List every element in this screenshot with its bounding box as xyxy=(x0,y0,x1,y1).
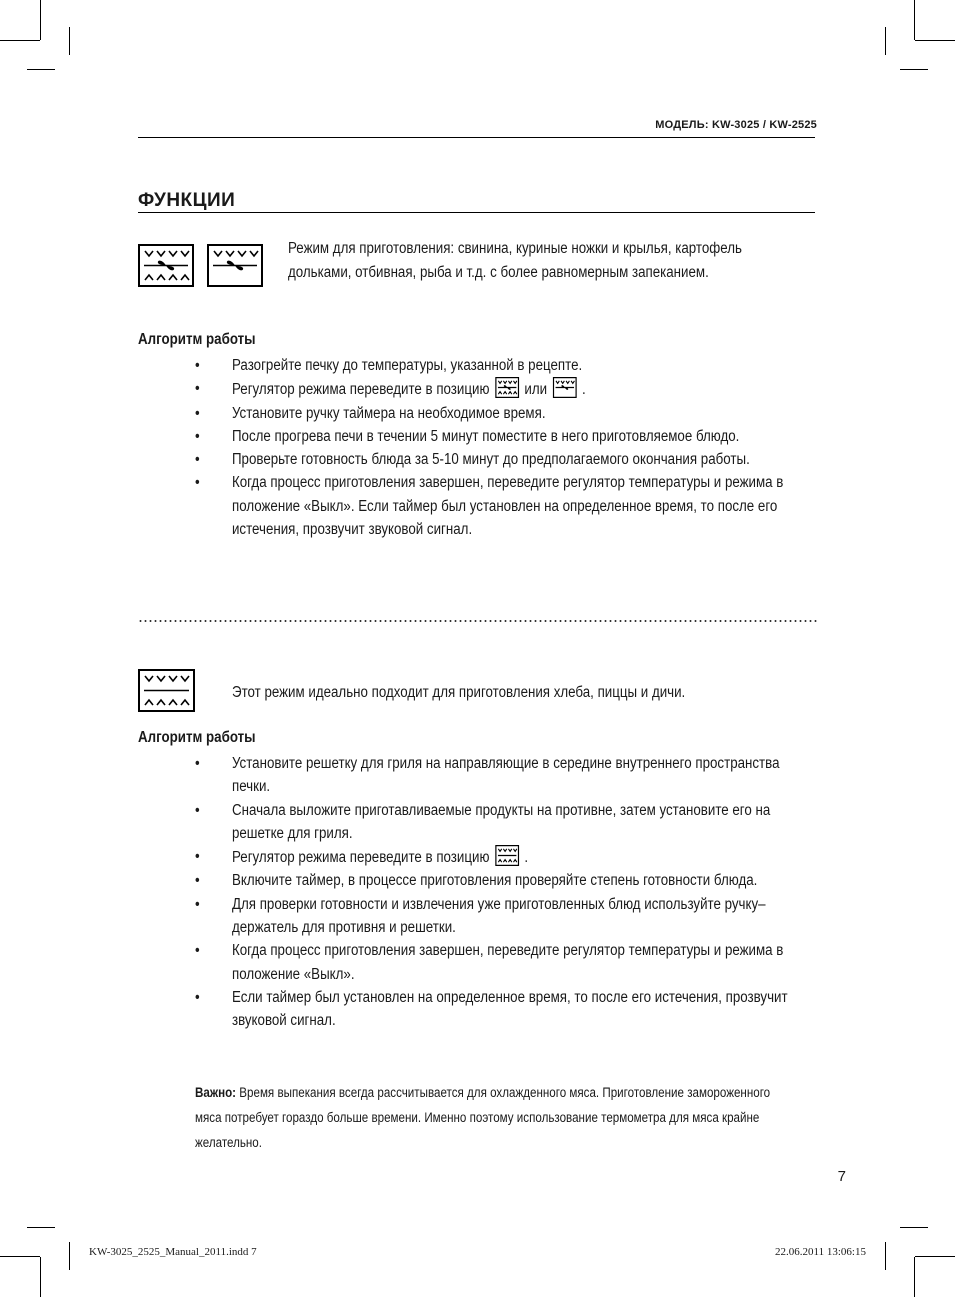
list-item: • Регулятор режима переведите в позицию . xyxy=(195,845,788,869)
list-item: • Если таймер был установлен на определенное время, то после его истечения, прозвучит звуковой сигнал. xyxy=(195,988,788,1030)
section-rule xyxy=(138,212,815,213)
mode1-algo-title: Алгоритм работы xyxy=(138,331,256,348)
header-rule xyxy=(138,137,815,138)
list-item: • Регулятор режима переведите в позицию или . xyxy=(195,377,788,401)
mode2-steps xyxy=(195,752,788,1033)
convection-top-icon xyxy=(553,377,577,398)
footer-file-name: KW-3025_2525_Manual_2011.indd 7 xyxy=(89,1246,257,1258)
important-note xyxy=(195,1080,797,1155)
list-item: • Установите решетку для гриля на направляющие в середине внутреннего пространства печки. xyxy=(195,755,780,796)
page-number: 7 xyxy=(837,1168,846,1185)
mode1-description: Режим для приготовления: свинина, куриные ножки и крылья, картофель дольками, отбивная, рыба и т.д. с более равномерным запеканием. xyxy=(288,240,742,281)
list-item: • Включите таймер, в процессе приготовления проверяйте степень готовности блюда. xyxy=(195,872,758,890)
note-label: Важно: xyxy=(195,1085,237,1100)
top-bottom-heat-icon xyxy=(138,669,195,712)
list-item: • Когда процесс приготовления завершен, переведите регулятор температуры и режима в положение «Выкл». xyxy=(195,942,784,983)
list-item: • Сначала выложите приготавливаемые продукты на противне, затем установите его на решетке для гриля. xyxy=(195,801,771,842)
footer-timestamp: 22.06.2011 13:06:15 xyxy=(775,1246,866,1258)
mode2-algo-title: Алгоритм работы xyxy=(138,729,256,746)
list-item: • Для проверки готовности и извлечения уже приготовленных блюд используйте ручку–держатель для противня и решетки. xyxy=(195,895,766,937)
list-item: • После прогрева печи в течении 5 минут поместите в него приготовляемое блюдо. xyxy=(195,427,740,445)
convection-top-bottom-icon xyxy=(495,377,519,398)
model-header: МОДЕЛЬ: KW-3025 / KW-2525 xyxy=(655,119,817,131)
note-text: Время выпекания всегда рассчитывается для охлажденного мяса. Приготовление замороженного мяса потребует гораздо больше времени. Именно поэтому использование термометра для мяса крайне желательно. xyxy=(195,1085,771,1150)
dotted-separator xyxy=(138,620,818,622)
section-title: ФУНКЦИИ xyxy=(138,190,236,211)
list-item: • Когда процесс приготовления завершен, переведите регулятор температуры и режима в положение «Выкл». Если таймер был установлен на определенное время, то после его истечения, прозвучит звуковой сигнал. xyxy=(195,474,784,539)
mode1-steps xyxy=(195,354,788,541)
top-bottom-heat-icon xyxy=(495,845,519,866)
mode2-description: Этот режим идеально подходит для приготовления хлеба, пиццы и дичи. xyxy=(232,684,686,701)
list-item: • Установите ручку таймера на необходимое время. xyxy=(195,404,546,422)
convection-top-bottom-icon xyxy=(138,244,194,287)
list-item: • Проверьте готовность блюда за 5-10 минут до предполагаемого окончания работы. xyxy=(195,451,750,469)
list-item: • Разогрейте печку до температуры, указанной в рецепте. xyxy=(195,357,583,374)
convection-top-icon xyxy=(207,244,263,287)
